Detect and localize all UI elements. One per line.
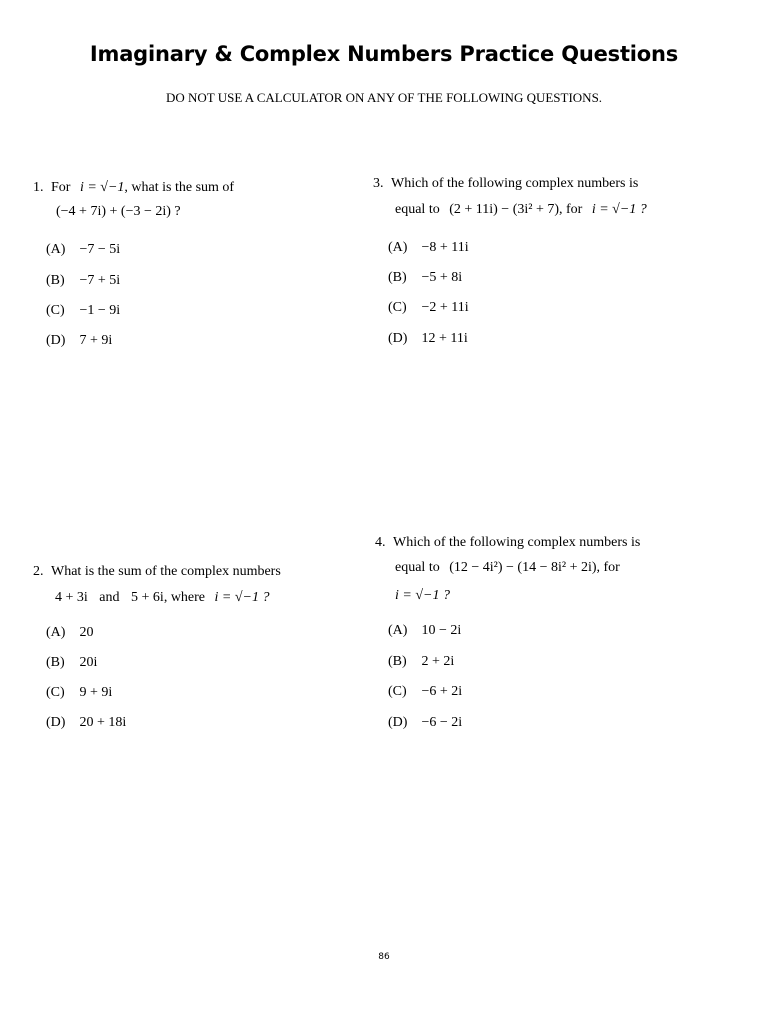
question-text: , what is the sum of <box>124 180 235 195</box>
choice-value: 20 <box>79 625 94 640</box>
choice-letter: (A) <box>46 242 66 257</box>
answer-choice-a[interactable] <box>46 243 120 257</box>
answer-choice-b[interactable] <box>388 655 454 669</box>
page-title: Imaginary & Complex Numbers Practice Questions <box>89 42 679 66</box>
answer-choice-d[interactable] <box>46 334 112 348</box>
question-text: and <box>99 590 120 605</box>
choice-value: −8 + 11i <box>421 240 469 255</box>
choice-letter: (C) <box>46 303 65 318</box>
answer-choice-b[interactable] <box>46 656 97 670</box>
question-number: 2. <box>33 564 44 579</box>
choice-letter: (C) <box>388 684 407 699</box>
question-text: equal to <box>395 560 440 575</box>
choice-letter: (D) <box>46 333 66 348</box>
answer-choice-a[interactable] <box>388 241 469 255</box>
choice-letter: (D) <box>388 715 408 730</box>
question-expression: 5 + 6i <box>131 590 164 605</box>
question-expression: (12 − 4i²) − (14 − 8i² + 2i) <box>449 560 597 575</box>
question-expression: (2 + 11i) − (3i² + 7) <box>449 202 560 217</box>
choice-value: 12 + 11i <box>421 331 468 346</box>
question-number: 4. <box>375 535 386 550</box>
answer-choice-c[interactable] <box>388 301 469 315</box>
choice-value: −6 + 2i <box>421 684 463 699</box>
question-text: Which of the following complex numbers is <box>391 176 639 191</box>
calculator-instruction: DO NOT USE A CALCULATOR ON ANY OF THE FOLLOWING QUESTIONS. <box>165 90 603 105</box>
question-text: equal to <box>395 202 440 217</box>
choice-value: 20i <box>79 655 98 670</box>
answer-choice-d[interactable] <box>388 332 468 346</box>
question-1 <box>33 181 353 361</box>
page-number: 86 <box>378 952 390 962</box>
question-text: Which of the following complex numbers is <box>393 535 641 550</box>
answer-choice-d[interactable] <box>46 716 126 730</box>
choice-letter: (A) <box>388 623 408 638</box>
choice-value: 2 + 2i <box>421 654 455 669</box>
choice-letter: (C) <box>46 685 65 700</box>
question-text: For <box>51 180 71 195</box>
choice-value: −7 + 5i <box>79 273 121 288</box>
question-number: 1. <box>33 180 44 195</box>
choice-letter: (B) <box>46 655 65 670</box>
question-expression: (−4 + 7i) + (−3 − 2i) ? <box>56 204 181 219</box>
answer-choice-a[interactable] <box>388 624 461 638</box>
question-text: , where <box>163 590 206 605</box>
choice-value: −1 − 9i <box>79 303 121 318</box>
imaginary-unit-definition: i = √−1 ? <box>395 588 450 603</box>
answer-choice-b[interactable] <box>46 274 120 288</box>
answer-choice-a[interactable] <box>46 626 94 640</box>
question-text: What is the sum of the complex numbers <box>51 564 281 579</box>
choice-letter: (D) <box>388 331 408 346</box>
answer-choice-d[interactable] <box>388 716 462 730</box>
choice-value: −5 + 8i <box>421 270 463 285</box>
choice-value: 7 + 9i <box>79 333 113 348</box>
question-number: 3. <box>373 176 384 191</box>
choice-letter: (A) <box>46 625 66 640</box>
choice-letter: (D) <box>46 715 66 730</box>
question-4 <box>375 536 715 736</box>
answer-choice-c[interactable] <box>46 304 120 318</box>
choice-value: −6 − 2i <box>421 715 463 730</box>
choice-letter: (B) <box>388 270 407 285</box>
imaginary-unit-definition: i = √−1 ? <box>214 590 270 605</box>
choice-value: −2 + 11i <box>421 300 469 315</box>
choice-letter: (B) <box>388 654 407 669</box>
choice-letter: (B) <box>46 273 65 288</box>
choice-letter: (C) <box>388 300 407 315</box>
answer-choice-c[interactable] <box>388 685 462 699</box>
imaginary-unit-definition: i = √−1 <box>79 180 125 195</box>
question-2 <box>33 565 353 745</box>
choice-value: 20 + 18i <box>79 715 127 730</box>
imaginary-unit-definition: i = √−1 ? <box>591 202 647 217</box>
answer-choice-b[interactable] <box>388 271 462 285</box>
choice-value: −7 − 5i <box>79 242 121 257</box>
choice-value: 10 − 2i <box>421 623 462 638</box>
question-text: , for <box>596 560 620 575</box>
question-text: , for <box>559 202 583 217</box>
choice-value: 9 + 9i <box>79 685 113 700</box>
choice-letter: (A) <box>388 240 408 255</box>
answer-choice-c[interactable] <box>46 686 112 700</box>
question-expression: 4 + 3i <box>55 590 88 605</box>
question-3 <box>373 177 713 357</box>
